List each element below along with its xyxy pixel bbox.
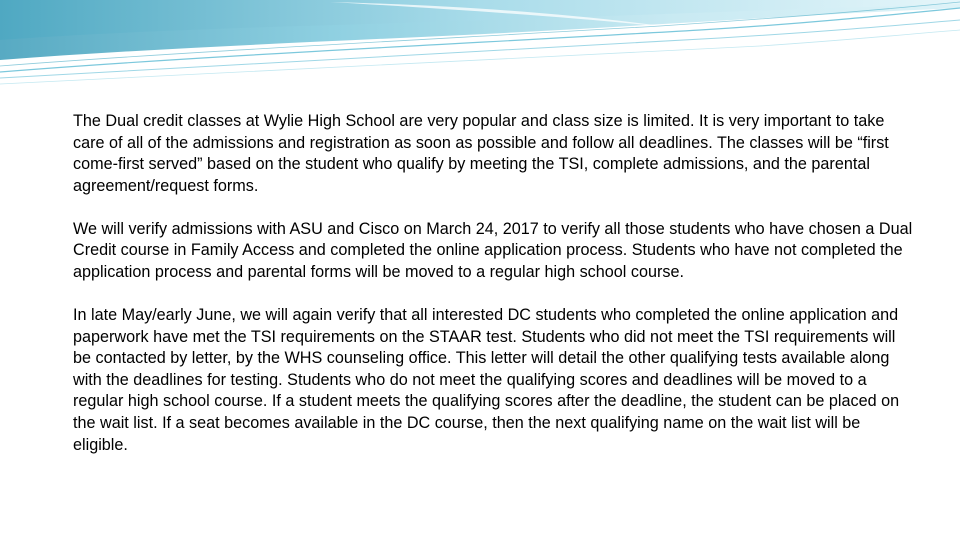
paragraph-dual-credit-overview: The Dual credit classes at Wylie High School are very popular and class size is limited. It is very important to take care of all of the admissions and registration as soon as possible and follow all deadlines. The classes will be “first come-first served” based on the student who qualify by meeting the TSI, complete admissions, and the parental agreement/request forms. <box>73 112 889 195</box>
paragraph-admissions-verification: We will verify admissions with ASU and Cisco on March 24, 2017 to verify all those students who have chosen a Dual Credit course in Family Access and completed the online application process. Students who have not completed the application process and parental forms will be moved to a regular high school course. <box>73 219 913 281</box>
paragraph-tsi-requirements: In late May/early June, we will again verify that all interested DC students who completed the online application and paperwork have met the TSI requirements on the STAAR test. Students who did not meet the TSI requirements will be contacted by letter, by the WHS counseling office. This letter will detail the other qualifying tests available along with the deadlines for testing. Students who do not meet the qualifying scores and deadlines will be moved to a regular high school course. If a student meets the qualifying scores after the deadline, the student can be placed on the wait list. If a seat becomes available in the DC course, then the next qualifying name on the wait list will be eligible. <box>73 305 900 454</box>
header-swoosh-decoration <box>0 0 960 110</box>
document-body <box>73 111 913 477</box>
